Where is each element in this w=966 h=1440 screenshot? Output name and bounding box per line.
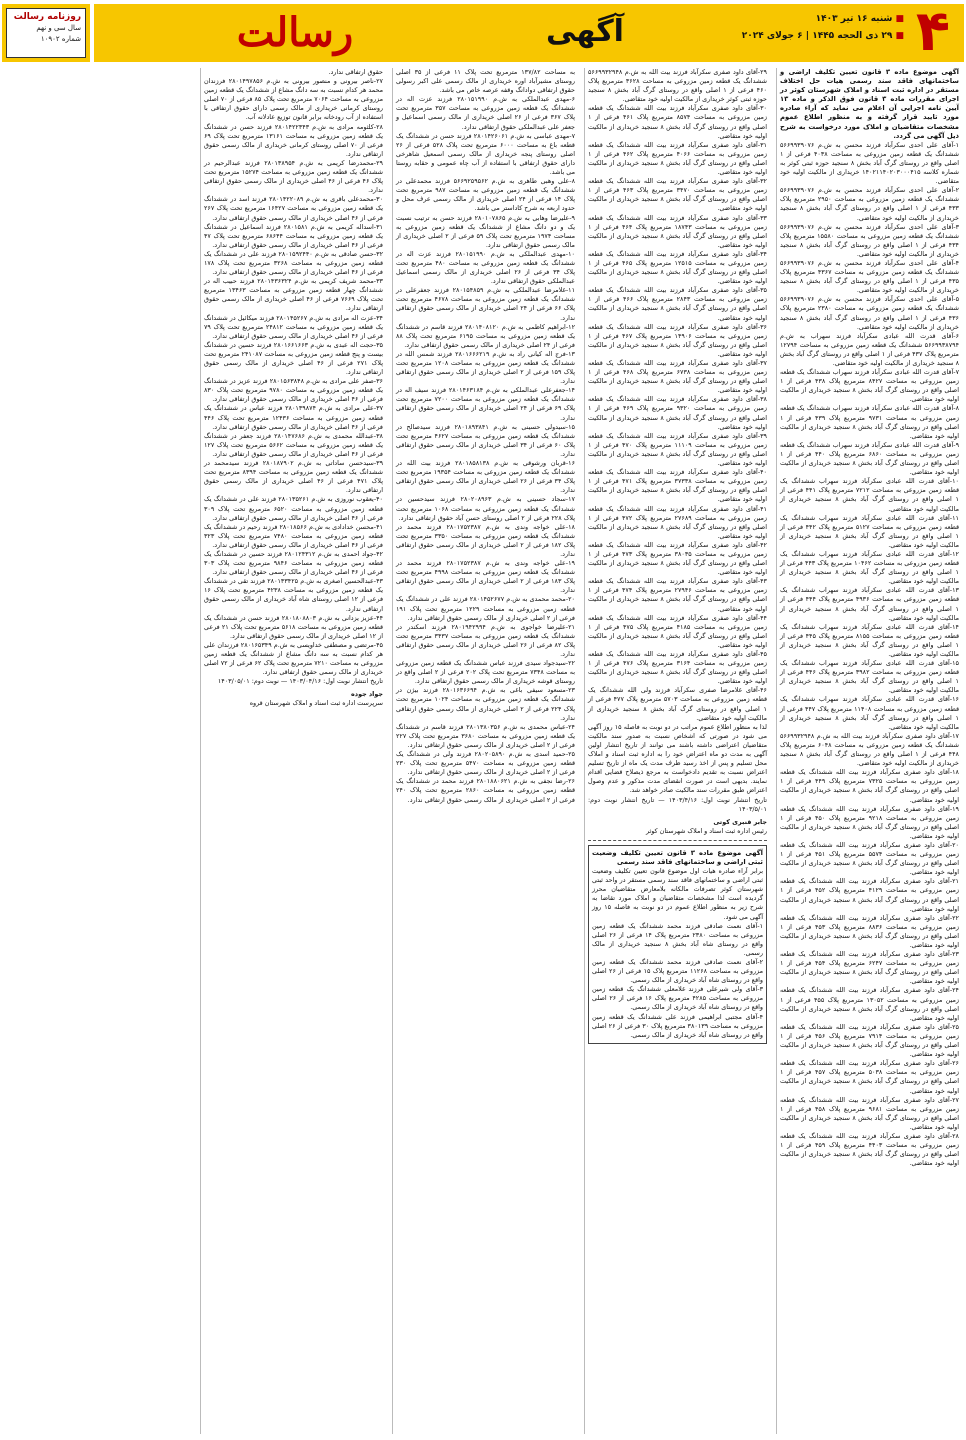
- notice-item: ۳۹-آقای داود صفری سکرآباد فرزند بیت الله ششدانگ یک قطعه زمین مزروعی به مساحت ۱۱۱۰۹ مترمربع پلاک ۴۷۰ فرعی از ۱ اصلی واقع در روستای گرگ آباد بخش ۸ سنجید خریداری از مالکیت اولیه خود متقاضی.: [588, 431, 768, 468]
- notice-item: ۲۸-کلثومه مرادی به ش.م ۲۸۰۱۴۲۲۳۴۳ فرزند حسن در ششدانگ یک قطعه زمین مزروعی به مساحت ۱۳۱۶۱ مترمربع تحت پلاک ۶۹ فرعی از ۷۰ اصلی روستای کرمانی خریداری از مالک رسمی حقوق ارتفاقی ندارد.: [204, 122, 384, 158]
- date-hijri-gregorian: ■ ۲۹ ذی الحجه ۱۴۴۵ | ۶ جولای ۲۰۲۴: [724, 30, 904, 43]
- notice-item: ۲۳-مسعود سیفی باغی به ش.م ۲۸۰۱۶۳۶۶۹۴ فرزند بیژن در ششدانگ یک قطعه زمین مزروعی به مساحت ۱۰۲۴ مترمربع تحت پلاک ۲۲۴ فرعی از ۲ اصلی خریداری از مالک رسمی حقوق ارتفاقی ندارد.: [396, 686, 576, 722]
- second-notice-items: [592, 922, 763, 1040]
- notice-item: ۴۱-محسن خدادادی به ش.م ۲۸۰۱۸۵۶۶ فرزند رحیم در ششدانگ یک قطعه زمین مزروعی به مساحت ۷۴۸۰ مترمربع تحت پلاک ۳۲۳ فرعی از ۴۶ اصلی خریداری از مالک رسمی حقوق ارتفاقی ندارد.: [204, 522, 383, 549]
- notice-item: ۴۳-آقای داود صفری سکرآباد فرزند بیت الله ششدانگ یک قطعه زمین مزروعی به مساحت ۲۷۹۴۶ مترمربع پلاک ۴۷۴ فرعی از ۱ اصلی واقع در روستای گرگ آباد بخش ۸ سنجید خریداری از مالکیت اولیه خود متقاضی.: [588, 577, 768, 613]
- notice-item: ۳۵-حجت اله عبدی به ش.م ۲۸۰۱۶۶۱۶۶۳ فرزند حسین در ششدانگ بیست و پنج قطعه زمین مزروعی به مساحت ۲۴۱۰۸۷ مترمربع تحت پلاک ۲۷۱ فرعی از ۴۶ اصلی خریداری از مالک رسمی حقوق ارتفاقی ندارد.: [204, 340, 383, 377]
- second-notice: [588, 845, 767, 1044]
- notice-item: ۴۵-مرتضی و مصطفی خداویسی به ش.م ۲۸۰۱۶۵۳۴۹ فرزندان علی هر کدام نسبت به سه دانگ مشاع از ششدانگ یک قطعه زمین مزروعی به مساحت ۷۲۱۰ مترمربع تحت پلاک ۶۲ فرعی از ۷۲ اصلی خریداری از مالک رسمی حقوق ارتفاقی ندارد.: [204, 640, 384, 677]
- notice-item: ۸-علی وهبی طاهری به ش.م ۵۶۶۹۲۵۹۵۶۲ فرزند محمدعلی در ششدانگ یک قطعه زمین مزروعی به مساحت ۹۸۷ مترمربع تحت پلاک ۱۴ فرعی از ۲۴ اصلی خریداری از مالک رسمی عرف محل و حدود اربعه به شرح کاداستر می باشد.: [396, 177, 576, 213]
- notice-item: ۳۱-آقای داود صفری سکرآباد فرزند بیت الله ششدانگ یک قطعه زمین مزروعی به مساحت ۴۰۶۶ مترمربع پلاک ۴۶۲ فرعی از ۱ اصلی واقع در روستای گرگ آباد بخش ۸ سنجید خریداری از مالکیت اولیه خود متقاضی.: [588, 140, 768, 177]
- notice-item: ۲-آقای علی احدی سکرآباد فرزند محسن به ش.م ۵۶۶۹۹۳۹۰۷۶ ششدانگ یک قطعه زمین مزروعی به مساحت ۲۹۵۰ مترمربع پلاک ۴۳۳ فرعی از ۱ اصلی واقع در روستای گرگ آباد بخش ۸ سنجید خریداری از مالکیت اولیه خود متقاضی.: [780, 186, 959, 222]
- second-notice-title: آگهی موضوع ماده ۳ قانون تعیین تکلیف وضعیت ثبتی اراضی و ساختمانهای فاقد سند رسمی: [592, 848, 763, 866]
- publication-dates: تاریخ انتشار نوبت اول: ۱۴۰۳/۴/۱۶ — تاریخ انتشار نوبت دوم: ۱۴۰۳/۵/۰۱: [588, 795, 767, 813]
- notice-item: ۳۰-آقای داود صفری سکرآباد فرزند بیت الله ششدانگ یک قطعه زمین مزروعی به مساحت ۸۵۷۴ مترمربع پلاک ۴۶۱ فرعی از ۱ اصلی واقع در روستای گرگ آباد بخش ۸ سنجید خریداری از مالکیت اولیه خود متقاضی.: [588, 104, 768, 140]
- notice-item: ۱۹-علی خواجه وندی به ش.م ۲۸۰۱۷۵۲۳۸۷ فرزند محمد در ششدانگ یک قطعه زمین مزروعی به مساحت ۴۹۹۸ مترمربع تحت پلاک ۱۸۳ فرعی از ۲ اصلی خریداری از مالک رسمی حقوق ارتفاقی ندارد.: [396, 559, 576, 595]
- notice-item: ۹-آقای قدرت الله عبادی سکرآباد فرزند سهراب ششدانگ یک قطعه زمین مزروعی به مساحت ۶۸۶۰ مترمربع پلاک ۴۴۰ فرعی از ۱ اصلی واقع در روستای گرگ آباد بخش ۸ سنجید خریداری از مالکیت اولیه خود متقاضی.: [780, 440, 960, 477]
- notice-items: [588, 68, 767, 723]
- notice-item: ۳-آقای علی احدی سکرآباد فرزند محسن به ش.م ۵۶۶۹۹۳۹۰۷۶ ششدانگ یک قطعه زمین مزروعی به مساحت ۱۵۵۸۰ مترمربع پلاک ۴۳۴ فرعی از ۱ اصلی واقع در روستای گرگ آباد بخش ۸ سنجید خریداری از مالکیت اولیه خود متقاضی.: [780, 222, 959, 258]
- notice-item: ۸-آقای قدرت الله عبادی سکرآباد فرزند سهراب ششدانگ یک قطعه زمین مزروعی به مساحت ۹۷۳۱ مترمربع پلاک ۴۳۹ فرعی از ۱ اصلی واقع در روستای گرگ آباد بخش ۸ سنجید خریداری از مالکیت اولیه خود متقاضی.: [780, 404, 960, 440]
- notice-item: ۴۴-آقای داود صفری سکرآباد فرزند بیت الله ششدانگ یک قطعه زمین مزروعی به مساحت ۴۱۸۵ مترمربع پلاک ۴۷۵ فرعی از ۱ اصلی واقع در روستای گرگ آباد بخش ۸ سنجید خریداری از مالکیت اولیه خود متقاضی.: [588, 613, 768, 649]
- notice-item: ۲۰-محمد محمدی به ش.م ۲۸۰۱۴۵۲۶۷۷ فرزند علی در ششدانگ یک قطعه زمین مزروعی به مساحت ۱۲۲۹ مترمربع تحت پلاک ۱۹۱ فرعی از ۲ اصلی خریداری از مالک رسمی حقوق ارتفاقی ندارد.: [396, 595, 575, 622]
- notice-item: ۲۵-آقای داود صفری سکرآباد فرزند بیت الله ششدانگ یک قطعه زمین مزروعی به مساحت ۷۹۱۴ مترمربع پلاک ۴۵۶ فرعی از ۱ اصلی واقع در روستای گرگ آباد بخش ۸ سنجید خریداری از مالکیت اولیه خود متقاضی.: [780, 1022, 960, 1059]
- notice-item: ۱۴-جعفرعلی عبدالملکی به ش.م ۲۸۰۱۴۶۳۱۸۴ فرزند سیف اله در ششدانگ یک قطعه زمین مزروعی به مساحت ۷۲۰۰ مترمربع تحت پلاک ۶۹ فرعی از ۲۴ اصلی خریداری از مالک رسمی حقوق ارتفاقی ندارد.: [396, 386, 576, 422]
- column-4: [200, 68, 386, 1434]
- page-header: [0, 0, 966, 66]
- notice-item: ۳۱-اسداله کریمی به ش.م ۲۸۰۱۵۸۱ فرزند اسماعیل در ششدانگ یک قطعه زمین مزروعی به مساحت ۶۸۶۴۴ مترمربع تحت پلاک ۴۷ فرعی از ۴۶ اصلی خریداری از مالک رسمی حقوق ارتفاقی ندارد.: [204, 222, 384, 249]
- notice-item: ۳۲-حسن صادقی به ش.م ۲۸۰۱۵۹۲۴۴۰ فرزند علی در ششدانگ یک قطعه زمین مزروعی به مساحت ۳۲۶۸ مترمربع تحت پلاک ۱۷۸ فرعی از ۴۶ اصلی خریداری از مالک رسمی حقوق ارتفاقی ندارد.: [204, 249, 384, 277]
- notice-item: ۴۱-آقای داود صفری سکرآباد فرزند بیت الله ششدانگ یک قطعه زمین مزروعی به مساحت ۲۷۶۸۹ مترمربع پلاک ۴۷۲ فرعی از ۱ اصلی واقع در روستای گرگ آباد بخش ۸ سنجید خریداری از مالکیت اولیه خود متقاضی.: [588, 504, 768, 540]
- notice-item: ۱۶-آقای قدرت الله عبادی سکرآباد فرزند سهراب ششدانگ یک قطعه زمین مزروعی به مساحت ۱۱۴۰۸ مترمربع پلاک ۴۴۷ فرعی از ۱ اصلی واقع در روستای گرگ آباد بخش ۸ سنجید خریداری از مالکیت اولیه خود متقاضی.: [780, 695, 959, 731]
- notice-item: ۲۴-آقای داود صفری سکرآباد فرزند بیت الله ششدانگ یک قطعه زمین مزروعی به مساحت ۱۳۰۵۲ مترمربع پلاک ۴۵۵ فرعی از ۱ اصلی واقع در روستای گرگ آباد بخش ۸ سنجید خریداری از مالکیت اولیه خود متقاضی.: [780, 986, 960, 1022]
- notice-item: ۳۶-آقای داود صفری سکرآباد فرزند بیت الله ششدانگ یک قطعه زمین مزروعی به مساحت ۱۴۹۰۶ مترمربع پلاک ۴۶۷ فرعی از ۱ اصلی واقع در روستای گرگ آباد بخش ۸ سنجید خریداری از مالکیت اولیه خود متقاضی.: [588, 322, 768, 358]
- notice-item: ۳۹-سیدحسن ساداتی به ش.م ۲۸۰۱۸۷۹۰۲ فرزند سیدمحمد در ششدانگ یک قطعه زمین مزروعی به مساحت ۸۳۹۴ مترمربع تحت پلاک ۴۷۱ فرعی از ۴۶ اصلی خریداری از مالک رسمی حقوق ارتفاقی ندارد.: [204, 459, 384, 495]
- notice-item: ۴-آقای مجتبی ابراهیمی فرزند علی ششدانگ یک قطعه زمین مزروعی به مساحت ۳۸۰۱۳۹ مترمربع پلاک ۳۰ فرعی از ۲۶ اصلی واقع در روستای شاه آباد خریداری از مالک رسمی.: [591, 1012, 763, 1039]
- notice-item: ۲۰-آقای داود صفری سکرآباد فرزند بیت الله ششدانگ یک قطعه زمین مزروعی به مساحت ۵۵۷۴ مترمربع پلاک ۴۵۱ فرعی از ۱ اصلی واقع در روستای گرگ آباد بخش ۸ سنجید خریداری از مالکیت اولیه خود متقاضی.: [780, 840, 960, 877]
- notice-item: ۲۸-آقای داود صفری سکرآباد فرزند بیت الله ششدانگ یک قطعه زمین مزروعی به مساحت ۴۴۰۳ مترمربع پلاک ۴۵۹ فرعی از ۱ اصلی واقع در روستای گرگ آباد بخش ۸ سنجید خریداری از مالکیت اولیه خود متقاضی.: [780, 1131, 960, 1168]
- notice-item: ۴-آقای علی احدی سکرآباد فرزند محسن به ش.م ۵۶۶۹۹۳۹۰۷۶ ششدانگ یک قطعه زمین مزروعی به مساحت ۴۳۶۷ مترمربع پلاک ۴۳۵ فرعی از ۱ اصلی واقع در روستای گرگ آباد بخش ۸ سنجید خریداری از مالکیت اولیه خود متقاضی.: [780, 258, 959, 295]
- notice-item: ۳۶-صفر علی مرادی به ش.م ۲۸۰۱۵۶۳۸۴۸ فرزند عزیز در ششدانگ یک قطعه زمین مزروعی به مساحت ۹۷۸۰ مترمربع تحت پلاک ۸۳۰ فرعی از ۴۶ اصلی خریداری از مالک رسمی حقوق ارتفاقی ندارد.: [204, 377, 384, 404]
- notice-item: ۱۸-آقای داود صفری سکرآباد فرزند بیت الله ششدانگ یک قطعه زمین مزروعی به مساحت ۷۳۲۵ مترمربع پلاک ۴۴۹ فرعی از ۱ اصلی واقع در روستای گرگ آباد بخش ۸ سنجید خریداری از مالکیت اولیه خود متقاضی.: [780, 768, 960, 804]
- notice-item: ۳۰-محمدعلی باقری به ش.م ۲۸۰۱۴۲۲۰۸۹ فرزند اسد در ششدانگ یک قطعه زمین مزروعی به مساحت ۱۶۴۲۷ مترمربع تحت پلاک ۲۶۷ فرعی از ۴۶ اصلی خریداری از مالک رسمی حقوق ارتفاقی ندارد.: [204, 195, 384, 222]
- notice-item: ۳۳-محمد شریف کریمی به ش.م ۲۸۰۱۴۳۶۳۲۴ فرزند حبیب اله در ششدانگ چهار قطعه زمین مزروعی به مساحت ۱۳۴۶۳ مترمربع تحت پلاک ۷۶۶۹ فرعی از ۴۶ اصلی خریداری از مالک رسمی حقوق ارتفاقی ندارد.: [204, 277, 383, 313]
- notice-item: ۲۴-عباس محمدی به ش.م ۲۸۰۱۳۸۰۳۵۶ فرزند قاسم در ششدانگ یک قطعه زمین مزروعی به مساحت ۳۶۸۰ مترمربع تحت پلاک ۲۲۷ فرعی از ۲ اصلی خریداری از مالک رسمی حقوق ارتفاقی ندارد.: [396, 722, 576, 749]
- signer-name: جواد جوده: [351, 690, 383, 699]
- notice-item: ۱۰-مهدی عبدالملکی به ش.م ۲۸۰۱۵۱۹۹۰ فرزند عزت اله در ششدانگ یک قطعه زمین مزروعی به مساحت ۴۸۰ مترمربع تحت پلاک ۳۴ فرعی از ۲۶ اصلی خریداری از مالک رسمی اسماعیل عبدالملکی حقوق ارتفاقی ندارد.: [396, 249, 576, 286]
- notice-item: ۱-آقای علی احدی سکرآباد فرزند محسن به ش.م ۵۶۶۹۹۳۹۰۷۶ ششدانگ یک قطعه زمین مزروعی به مساحت ۴۰۳۸ فرعی از ۱ اصلی واقع در روستای گرگ آباد بخش ۸ سنجید حوزه ثبتی کوثر به شماره کلاسه ۱۴۰۲۱۱۴۰۲۰۳۰۰۰۴۱۵ خریداری از مالکیت اولیه خود متقاضی.: [780, 140, 959, 186]
- notice-divider: [588, 840, 767, 841]
- notice-item: ۲۲-سیدجواد سیدی فرزند عباس ششدانگ یک قطعه زمین مزروعی به مساحت ۷۳۴۸ مترمربع تحت پلاک ۲۰۲ فرعی از ۲ اصلی واقع در روستای قوشه خریداری از مالک رسمی حقوق ارتفاقی ندارد.: [396, 659, 575, 686]
- notice-item: ۴۰-یعقوب نوروزی به ش.م ۲۸۰۱۳۵۲۶۱ فرزند علی در ششدانگ یک قطعه زمین مزروعی به مساحت ۶۵۲۰ مترمربع تحت پلاک ۳۰۹ فرعی از ۴۶ اصلی خریداری از مالک رسمی حقوق ارتفاقی ندارد.: [204, 495, 383, 522]
- notice-item: ۳۲-آقای داود صفری سکرآباد فرزند بیت الله ششدانگ یک قطعه زمین مزروعی به مساحت ۳۴۷۰ مترمربع پلاک ۴۶۳ فرعی از ۱ اصلی واقع در روستای گرگ آباد بخش ۸ سنجید خریداری از مالکیت اولیه خود متقاضی.: [588, 177, 768, 213]
- notice-item: ۳۴-آقای داود صفری سکرآباد فرزند بیت الله ششدانگ یک قطعه زمین مزروعی به مساحت ۱۲۵۱۵ مترمربع پلاک ۴۶۵ فرعی از ۱ اصلی واقع در روستای گرگ آباد بخش ۸ سنجید خریداری از مالکیت اولیه خود متقاضی.: [588, 249, 768, 286]
- notice-item: ۹-علیرضا وهابی به ش.م ۲۸۰۱۰۷۸۶۵ فرزند حسن به ترتیب نسبت یک و دو دانگ مشاع از ششدانگ یک قطعه زمین مزروعی به مساحت ۱۹۷۴ مترمربع تحت پلاک ۵۹ فرعی از ۲ اصلی خریداری از مالک رسمی حقوق ارتفاقی ندارد.: [396, 213, 575, 249]
- notice-item: ۳۸-عبدالله محمدی به ش.م ۲۸۰۱۴۷۶۸۶ فرزند جعفر در ششدانگ یک قطعه زمین مزروعی به مساحت ۵۶۶۲ مترمربع تحت پلاک ۱۲۷ فرعی از ۴۶ اصلی خریداری از مالک رسمی حقوق ارتفاقی ندارد.: [204, 431, 384, 458]
- notice-intro: آگهی موضوع ماده ۳ قانون تعیین تکلیف اراضی و ساختمانهای فاقد سند رسمی هیات حل اختلاف مستقر در اداره ثبت اسناد و املاک شهرستان کوثر در اجرای مقررات ماده ۳ قانون فوق الذکر و ماده ۱۳ آیین نامه اجرایی آن اعلام می نماید که آراء صادره مورد تایید قرار گرفته و به منظور اطلاع عموم مشخصات متقاضیان و املاک مورد درخواست به شرح ذیل آگهی می گردد.: [780, 68, 959, 140]
- notice-item: ۲۵-حمید اسدی به ش.م ۲۸۰۲۰۵۸۹۰ فرزند ولی در ششدانگ یک قطعه زمین مزروعی به مساحت ۵۴۷۰ مترمربع تحت پلاک ۲۳۰ فرعی از ۲ اصلی خریداری از مالک رسمی حقوق ارتفاقی ندارد.: [396, 750, 575, 777]
- second-notice-intro: برابر آراء صادره هیات اول موضوع قانون تعیین تکلیف وضعیت ثبتی اراضی و ساختمانهای فاقد سند رسمی مستقر در واحد ثبتی شهرستان کوثر تصرفات مالکانه بلامعارض متقاضیان محرز گردیده است لذا مشخصات متقاضیان و املاک مورد تقاضا به شرح زیر به منظور اطلاع عموم در دو نوبت به فاصله ۱۵ روز آگهی می شود.: [592, 867, 763, 921]
- notice-items: [780, 141, 959, 1169]
- notice-item: ۱۱-آقای قدرت الله عبادی سکرآباد فرزند سهراب ششدانگ یک قطعه زمین مزروعی به مساحت ۵۱۲۷ مترمربع پلاک ۴۴۲ فرعی از ۱ اصلی واقع در روستای گرگ آباد بخش ۸ سنجید خریداری از مالکیت اولیه خود متقاضی.: [780, 513, 959, 549]
- notice-item: حقوق ارتفاقی ندارد.: [328, 68, 383, 76]
- notice-item: ۱۷-سجاد حسینی به ش.م ۲۸۰۲۰۸۹۶۳ فرزند سیدحسین در ششدانگ یک قطعه زمین مزروعی به مساحت ۱۰۶۸ مترمربع تحت پلاک ۲۲۸ فرعی از ۲ اصلی روستای حسن آباد حقوق ارتفاقی ندارد.: [396, 495, 575, 522]
- notice-item: ۲۹-محمدرضا کریمی به ش.م ۲۸۰۱۳۸۹۵۴ فرزند عبدالرحیم در ششدانگ یک قطعه زمین مزروعی به مساحت ۱۵۲۷۴ مترمربع تحت پلاک ۴۶ فرعی از ۴۶ اصلی خریداری از مالک رسمی حقوق ارتفاقی ندارد.: [204, 158, 384, 195]
- notice-columns: [4, 68, 962, 1434]
- notice-item: ۱۲-آقای قدرت الله عبادی سکرآباد فرزند سهراب ششدانگ یک قطعه زمین مزروعی به مساحت ۱۰۴۶۲ مترمربع پلاک ۴۴۳ فرعی از ۱ اصلی واقع در روستای گرگ آباد بخش ۸ سنجید خریداری از مالکیت اولیه خود متقاضی.: [780, 549, 959, 586]
- notice-item: ۲۶-آقای داود صفری سکرآباد فرزند بیت الله ششدانگ یک قطعه زمین مزروعی به مساحت ۵۰۳۸ مترمربع پلاک ۴۵۷ فرعی از ۱ اصلی واقع در روستای گرگ آباد بخش ۸ سنجید خریداری از مالکیت اولیه خود متقاضی.: [780, 1059, 960, 1095]
- notice-item: ۳-آقای ولی شیرعلی فرزند غلامعلی ششدانگ یک قطعه زمین مزروعی به مساحت ۴۲۸۵ مترمربع پلاک ۱۶ فرعی از ۲۶ اصلی واقع در روستای شاه آباد خریداری از مالک رسمی.: [592, 985, 763, 1012]
- notice-item: ۱۵-آقای قدرت الله عبادی سکرآباد فرزند سهراب ششدانگ یک قطعه زمین مزروعی به مساحت ۳۹۸۲ مترمربع پلاک ۴۴۶ فرعی از ۱ اصلی واقع در روستای گرگ آباد بخش ۸ سنجید خریداری از مالکیت اولیه خود متقاضی.: [780, 659, 959, 695]
- notice-item: ۱۸-علی خواجه وندی به ش.م ۲۸۰۱۷۵۲۳۸۷ فرزند محمد در ششدانگ یک قطعه زمین مزروعی به مساحت ۳۳۵۰ مترمربع تحت پلاک ۱۸۲ فرعی از ۲ اصلی خریداری از مالک رسمی حقوق ارتفاقی ندارد.: [396, 522, 576, 558]
- issue-brand: روزنامه رسالت: [13, 12, 81, 22]
- notice-item: به مساحت ۱۳۷/۸۲ مترمربع تحت پلاک ۱۱ فرعی از ۳۵ اصلی روستای مشیرآباد اوره خریداری از مالک رسمی علی اکبر رسولی حقوق ارتفاقی دوادانگ وقفه عرصه خاص می باشد.: [396, 68, 575, 95]
- notice-item: ۳۷-آقای داود صفری سکرآباد فرزند بیت الله ششدانگ یک قطعه زمین مزروعی به مساحت ۶۷۳۸ مترمربع پلاک ۴۶۸ فرعی از ۱ اصلی واقع در روستای گرگ آباد بخش ۸ سنجید خریداری از مالکیت اولیه خود متقاضی.: [588, 359, 768, 395]
- notice-item: ۱۷-آقای داود صفری سکرآباد فرزند بیت الله به ش.م ۵۶۶۹۹۳۲۹۴۸ ششدانگ یک قطعه زمین مزروعی به مساحت ۶۰۴۸ مترمربع پلاک ۴۴۸ فرعی از ۱ اصلی واقع در روستای گرگ آباد بخش ۸ سنجید خریداری از مالکیت اولیه خود متقاضی.: [780, 731, 959, 768]
- notice-item: ۲-آقای نعمت صادقی فرزند محمد ششدانگ یک قطعه زمین مزروعی به مساحت ۱۱۲۶۸ مترمربع پلاک ۱۵ فرعی از ۲۶ اصلی واقع در روستای شاه آباد خریداری از مالک رسمی.: [592, 958, 763, 985]
- signer-title: رئیس اداره ثبت اسناد و املاک شهرستان کوثر: [645, 826, 767, 835]
- notice-items: [204, 68, 383, 677]
- issue-number: شماره ۱۰۹۰۲: [40, 35, 81, 43]
- notice-item: ۱-آقای نعمت صادقی فرزند محمد ششدانگ یک قطعه زمین مزروعی به مساحت ۲۳۸۰ مترمربع پلاک ۱۴ فرعی از ۲۶ اصلی واقع در روستای شاه آباد بخش ۸ سنجید خریداری از مالک رسمی.: [592, 921, 763, 957]
- column-1: [776, 68, 962, 1434]
- signer-name: جابر قنبری کوتی: [713, 817, 767, 826]
- notice-item: ۳۷-علی مرادی به ش.م ۲۸۰۱۳۹۸۷۴ فرزند عباس در ششدانگ یک قطعه زمین مزروعی به مساحت ۱۲۴۳۶ مترمربع تحت پلاک ۴۴۶ فرعی از ۴۶ اصلی خریداری از مالک رسمی حقوق ارتفاقی ندارد.: [204, 404, 384, 431]
- notice-item: ۲۷-آقای داود صفری سکرآباد فرزند بیت الله ششدانگ یک قطعه زمین مزروعی به مساحت ۹۶۸۱ مترمربع پلاک ۴۵۸ فرعی از ۱ اصلی واقع در روستای گرگ آباد بخش ۸ سنجید خریداری از مالکیت اولیه خود متقاضی.: [780, 1095, 960, 1131]
- issue-year: سال سی و نهم: [36, 24, 81, 32]
- notice-item: ۴۲-جواد احمدی به ش.م ۲۸۰۱۲۴۳۱۲ فرزند حسین در ششدانگ یک قطعه زمین مزروعی به مساحت ۹۸۴۶ مترمربع تحت پلاک ۳۰۳ فرعی از ۴۶ اصلی خریداری از مالک رسمی حقوق ارتفاقی ندارد.: [204, 549, 383, 577]
- notice-item: ۶-آقای قدرت الله عبادی سکرآباد فرزند سهراب به ش.م ۵۶۶۹۹۳۸۷۹۴ ششدانگ یک قطعه زمین مزروعی به مساحت ۱۲۷۹۴ مترمربع پلاک ۴۳۷ فرعی از ۱ اصلی واقع در روستای گرگ آباد بخش ۸ سنجید خریداری از مالکیت اولیه خود متقاضی.: [780, 331, 959, 367]
- notice-item: ۱۹-آقای داود صفری سکرآباد فرزند بیت الله ششدانگ یک قطعه زمین مزروعی به مساحت ۹۲۱۸ مترمربع پلاک ۴۵۰ فرعی از ۱ اصلی واقع در روستای گرگ آباد بخش ۸ سنجید خریداری از مالکیت اولیه خود متقاضی.: [780, 804, 960, 840]
- date-persian: ■ شنبه ۱۶ تیر ۱۴۰۳: [724, 13, 904, 26]
- notice-item: ۴۵-آقای داود صفری سکرآباد فرزند بیت الله ششدانگ یک قطعه زمین مزروعی به مساحت ۳۱۶۴ مترمربع پلاک ۴۷۶ فرعی از ۱ اصلی واقع در روستای گرگ آباد بخش ۸ سنجید خریداری از مالکیت اولیه خود متقاضی.: [588, 650, 768, 686]
- notice-closing: لذا به منظور اطلاع عموم مراتب در دو نوبت به فاصله ۱۵ روز آگهی می شود در صورتی که اشخاص نسبت به صدور سند مالکیت متقاضیان اعتراضی داشته باشند می توانند از تاریخ انتشار اولین آگهی به مدت دو ماه اعتراض خود را به اداره ثبت اسناد و املاک محل تسلیم و پس از اخذ رسید ظرف مدت یک ماه از تاریخ تسلیم اعتراض نسبت به تقدیم دادخواست به مرجع ذیصلاح قضایی اقدام نمایند. بدیهی است در صورت انقضای مدت مذکور و عدم وصول اعتراض طبق مقررات سند مالکیت صادر خواهد شد.: [588, 722, 767, 795]
- column-3: [392, 68, 578, 1434]
- notice-item: ۲۶-رضا نجفی به ش.م ۲۸۰۱۸۸۰۶۲۱ فرزند محمد در ششدانگ یک قطعه زمین مزروعی به مساحت ۲۸۶۰ مترمربع تحت پلاک ۲۴۰ فرعی از ۲ اصلی خریداری از مالک رسمی حقوق ارتفاقی ندارد.: [396, 777, 575, 804]
- newspaper-logo: رسالت: [236, 9, 354, 56]
- notice-item: ۷-آقای قدرت الله عبادی سکرآباد فرزند سهراب ششدانگ یک قطعه زمین مزروعی به مساحت ۸۴۲۷ مترمربع پلاک ۴۳۸ فرعی از ۱ اصلی واقع در روستای گرگ آباد بخش ۸ سنجید خریداری از مالکیت اولیه خود متقاضی.: [780, 368, 960, 404]
- notice-item: ۴۳-عبدالحسین اصغری به ش.م ۲۸۰۱۳۳۴۲۵ فرزند تقی در ششدانگ یک قطعه زمین مزروعی به مساحت ۴۲۳۸ مترمربع تحت پلاک ۱۶ فرعی از ۱۲ اصلی روستای شاه آباد خریداری از مالک رسمی حقوق ارتفاقی ندارد.: [204, 577, 384, 613]
- section-title: آگهی: [546, 14, 624, 49]
- issue-info-box: [6, 8, 86, 58]
- page-number: ۴: [915, 0, 951, 64]
- notice-item: ۲۲-آقای داود صفری سکرآباد فرزند بیت الله ششدانگ یک قطعه زمین مزروعی به مساحت ۸۸۳۶ مترمربع پلاک ۴۵۳ فرعی از ۱ اصلی واقع در روستای گرگ آباد بخش ۸ سنجید خریداری از مالکیت اولیه خود متقاضی.: [780, 913, 960, 949]
- notice-item: ۱۶-قربان ورشوقی به ش.م ۲۸۰۱۸۵۸۱۳۸ فرزند بیت الله در ششدانگ یک قطعه زمین مزروعی به مساحت ۱۹۳۵۴ مترمربع تحت پلاک ۳۴ فرعی از ۲۶ اصلی خریداری از مالک رسمی حقوق ارتفاقی ندارد.: [396, 459, 576, 495]
- notice-item: ۲۱-علیرضا خواجوی به ش.م ۲۸۰۱۹۴۲۹۹۴ فرزند اسکندر در ششدانگ یک قطعه زمین مزروعی به مساحت ۳۴۳۷ مترمربع تحت پلاک ۸۲ فرعی از ۲۶ اصلی خریداری از مالک رسمی حقوق ارتفاقی ندارد.: [396, 622, 576, 658]
- notice-items: [396, 68, 575, 805]
- notice-item: ۳۳-آقای داود صفری سکرآباد فرزند بیت الله ششدانگ یک قطعه زمین مزروعی به مساحت ۱۸۷۴۳ مترمربع پلاک ۴۶۴ فرعی از ۱ اصلی واقع در روستای گرگ آباد بخش ۸ سنجید خریداری از مالکیت اولیه خود متقاضی.: [588, 213, 768, 249]
- notice-item: ۲۱-آقای داود صفری سکرآباد فرزند بیت الله ششدانگ یک قطعه زمین مزروعی به مساحت ۴۱۲۹ مترمربع پلاک ۴۵۲ فرعی از ۱ اصلی واقع در روستای گرگ آباد بخش ۸ سنجید خریداری از مالکیت اولیه خود متقاضی.: [780, 877, 960, 913]
- column-5: [8, 68, 194, 1434]
- column-2: [584, 68, 770, 1434]
- signer-title: سرپرست اداره ثبت اسناد و املاک شهرستان قروه: [249, 699, 383, 708]
- notice-item: ۳۸-آقای داود صفری سکرآباد فرزند بیت الله ششدانگ یک قطعه زمین مزروعی به مساحت ۹۳۲۰ مترمربع پلاک ۴۶۹ فرعی از ۱ اصلی واقع در روستای گرگ آباد بخش ۸ سنجید خریداری از مالکیت اولیه خود متقاضی.: [588, 395, 768, 431]
- notice-item: ۳۴-عزت اله مرادی به ش.م ۲۸۰۱۴۵۲۶۷ فرزند میکائیل در ششدانگ یک قطعه زمین مزروعی به مساحت ۲۴۸۱۲ مترمربع تحت پلاک ۷۹ فرعی از ۴۶ اصلی خریداری از مالک رسمی حقوق ارتفاقی ندارد.: [204, 313, 384, 340]
- notice-item: ۱۰-آقای قدرت الله عبادی سکرآباد فرزند سهراب ششدانگ یک قطعه زمین مزروعی به مساحت ۷۲۱۲ مترمربع پلاک ۴۴۱ فرعی از ۱ اصلی واقع در روستای گرگ آباد بخش ۸ سنجید خریداری از مالکیت اولیه خود متقاضی.: [780, 477, 959, 513]
- notice-item: ۴۴-عزیز یزدانی به ش.م ۲۸۰۱۸۰۸۸۰۳ فرزند حسن در ششدانگ یک قطعه زمین مزروعی به مساحت ۵۶۱۸ مترمربع تحت پلاک ۲۱ فرعی از ۱۲ اصلی خریداری از مالک رسمی حقوق ارتفاقی ندارد.: [204, 613, 384, 640]
- notice-item: ۱۳-فرج اله کیانی راد به ش.م ۲۸۰۱۶۶۶۲۱۹ فرزند شمس الله در ششدانگ یک قطعه زمین مزروعی به مساحت ۱۲۰۸ مترمربع تحت پلاک ۱۵۹ فرعی از ۲ اصلی خریداری از مالک رسمی حقوق ارتفاقی ندارد.: [396, 349, 576, 386]
- notice-item: ۴۲-آقای داود صفری سکرآباد فرزند بیت الله ششدانگ یک قطعه زمین مزروعی به مساحت ۳۸۰۳۵ مترمربع پلاک ۴۷۳ فرعی از ۱ اصلی واقع در روستای گرگ آباد بخش ۸ سنجید خریداری از مالکیت اولیه خود متقاضی.: [588, 540, 768, 577]
- notice-item: ۱۲-ابراهیم کاظمی به ش.م ۲۸۰۱۴۰۸۱۲۰ فرزند قاسم در ششدانگ یک قطعه زمین مزروعی به مساحت ۶۱۹۵ مترمربع تحت پلاک ۸۸ فرعی از ۲۴ اصلی خریداری از مالک رسمی حقوق ارتفاقی ندارد.: [396, 322, 576, 349]
- notice-item: ۷-مهدی عباسی به ش.م ۲۸۰۱۴۲۶۰۶۱ فرزند حسن در ششدانگ یک قطعه باغ به مساحت ۶۰۰۰ مترمربع تحت پلاک ۵۲۸ فرعی از ۲۶ اصلی روستای پنجه خریداری از مالک رسمی اسمعیل شاهرخی دارای حقوق ارتفاقی با استفاده از آب چاه عمومی و حقابه روستا می باشد.: [396, 131, 575, 177]
- notice-item: ۴۰-آقای داود صفری سکرآباد فرزند بیت الله ششدانگ یک قطعه زمین مزروعی به مساحت ۳۷۳۳۸ مترمربع پلاک ۴۷۱ فرعی از ۱ اصلی واقع در روستای گرگ آباد بخش ۸ سنجید خریداری از مالکیت اولیه خود متقاضی.: [588, 468, 768, 504]
- notice-item: ۲۳-آقای داود صفری سکرآباد فرزند بیت الله ششدانگ یک قطعه زمین مزروعی به مساحت ۶۲۴۷ مترمربع پلاک ۴۵۴ فرعی از ۱ اصلی واقع در روستای گرگ آباد بخش ۸ سنجید خریداری از مالکیت اولیه خود متقاضی.: [780, 950, 960, 986]
- publication-dates: تاریخ انتشار نوبت اول: ۱۴۰۳/۰۴/۱۶ — نوبت دوم: ۱۴۰۳/۰۵/۰۱: [217, 677, 383, 686]
- notice-item: ۱۱-غلامرضا عبدالملکی به ش.م ۲۸۰۱۵۴۸۵۹ فرزند جعفرعلی در ششدانگ یک قطعه زمین مزروعی به مساحت ۴۶۷۸ مترمربع تحت پلاک ۶۶ فرعی از ۲۴ اصلی خریداری از مالک رسمی حقوق ارتفاقی ندارد.: [396, 286, 576, 322]
- notice-item: ۱۴-آقای قدرت الله عبادی سکرآباد فرزند سهراب ششدانگ یک قطعه زمین مزروعی به مساحت ۸۱۵۵ مترمربع پلاک ۴۴۵ فرعی از ۱ اصلی واقع در روستای گرگ آباد بخش ۸ سنجید خریداری از مالکیت اولیه خود متقاضی.: [780, 622, 959, 658]
- notice-item: ۲۷-ناصر بیرونی و منصور بیرونی به ش.م ۲۸۰۱۴۹۷۸۵۶ فرزندان محمد هر کدام نسبت به سه دانگ مشاع از ششدانگ یک قطعه زمین مزروعی به مساحت ۷۰۶۴ مترمربع تحت پلاک ۸۵ فرعی از ۷۰ اصلی روستای کرمانی خریداری از مالک رسمی دارای حقوق ارتفاقی با استفاده از آب رودخانه برابر قانون توزیع عادلانه آب.: [204, 77, 384, 122]
- notice-item: ۶-مهدی عبدالملکی به ش.م ۲۸۰۱۵۱۹۹۰ فرزند عزت اله در ششدانگ یک قطعه زمین مزروعی به مساحت ۳۵۷ مترمربع تحت پلاک ۳۶۷ فرعی از ۲۶ اصلی خریداری از مالک رسمی اسماعیل و جعفر علی عبدالملکی حقوق ارتفاقی ندارد.: [396, 95, 576, 131]
- notice-item: ۴۶-آقای غلامرضا صفری سکرآباد فرزند ولی الله ششدانگ یک قطعه زمین مزروعی به مساحت ۵۷۰۳ مترمربع پلاک ۴۷۷ فرعی از ۱ اصلی واقع در روستای گرگ آباد بخش ۸ سنجید خریداری از مالکیت اولیه خود متقاضی.: [588, 686, 767, 722]
- notice-item: ۲۹-آقای داود صفری سکرآباد فرزند بیت الله به ش.م ۵۶۶۹۹۳۲۹۴۸ ششدانگ یک قطعه زمین مزروعی به مساحت ۳۶۲۸ مترمربع پلاک ۴۶۰ فرعی از ۱ اصلی واقع در روستای گرگ آباد بخش ۸ سنجید حوزه ثبتی کوثر خریداری از مالکیت اولیه خود متقاضی.: [588, 68, 767, 104]
- notice-item: ۳۵-آقای داود صفری سکرآباد فرزند بیت الله ششدانگ یک قطعه زمین مزروعی به مساحت ۲۸۴۳ مترمربع پلاک ۴۶۶ فرعی از ۱ اصلی واقع در روستای گرگ آباد بخش ۸ سنجید خریداری از مالکیت اولیه خود متقاضی.: [588, 286, 768, 322]
- notice-item: ۵-آقای علی احدی سکرآباد فرزند محسن به ش.م ۵۶۶۹۹۳۹۰۷۶ ششدانگ یک قطعه زمین مزروعی به مساحت ۲۳۸۰ مترمربع پلاک ۴۳۶ فرعی از ۱ اصلی واقع در روستای گرگ آباد بخش ۸ سنجید خریداری از مالکیت اولیه خود متقاضی.: [780, 295, 959, 331]
- notice-item: ۱۳-آقای قدرت الله عبادی سکرآباد فرزند سهراب ششدانگ یک قطعه زمین مزروعی به مساحت ۴۹۳۶ مترمربع پلاک ۴۴۴ فرعی از ۱ اصلی واقع در روستای گرگ آباد بخش ۸ سنجید خریداری از مالکیت اولیه خود متقاضی.: [780, 586, 959, 622]
- notice-item: ۱۵-سیدولی حسینی به ش.م ۲۸۰۱۸۹۳۸۴۱ فرزند سیدصالح در ششدانگ یک قطعه زمین مزروعی به مساحت ۴۶۲۷ مترمربع تحت پلاک ۶۰ فرعی از ۳۴ اصلی خریداری از مالک رسمی حقوق ارتفاقی ندارد.: [396, 422, 576, 458]
